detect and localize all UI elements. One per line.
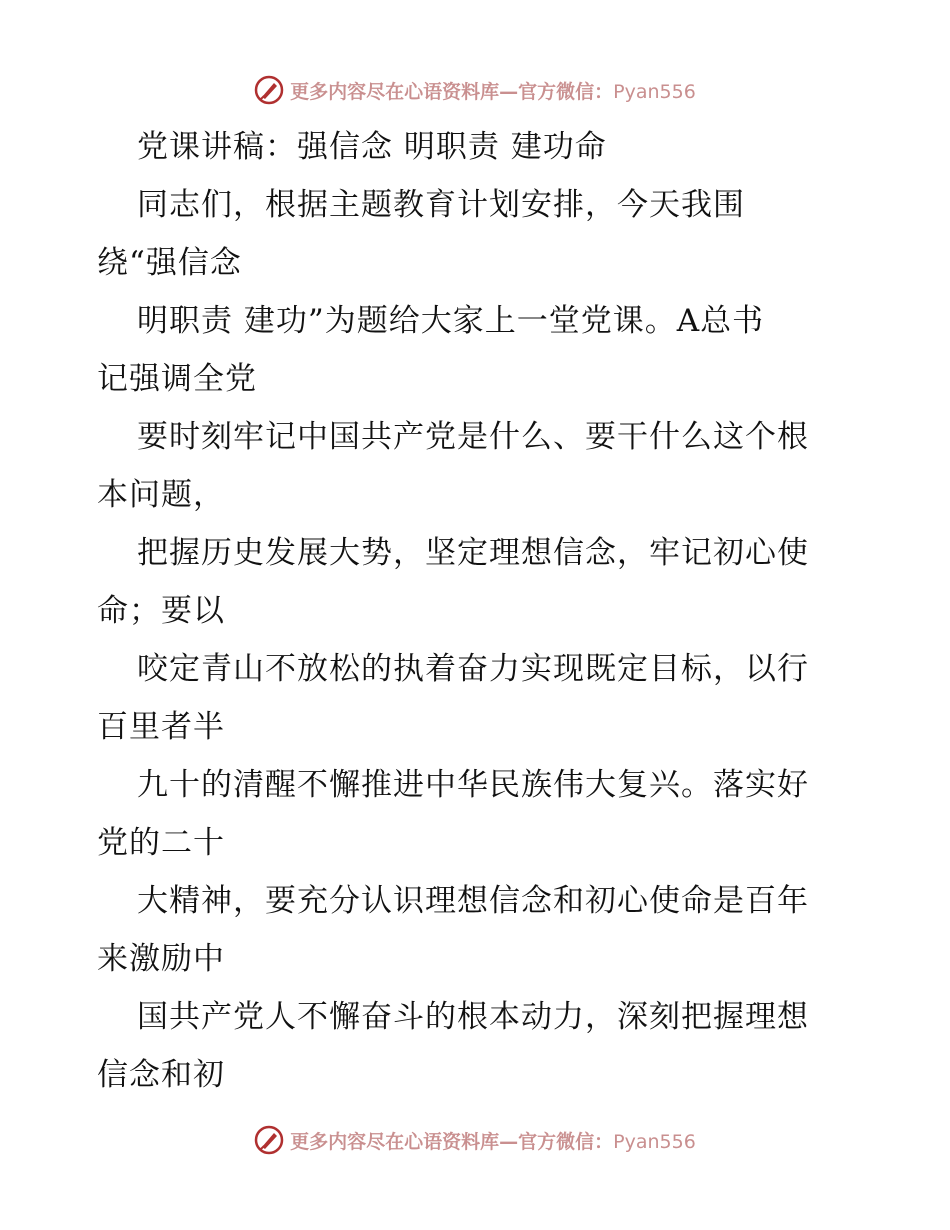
quill-logo-icon bbox=[254, 1125, 284, 1155]
document-title: 党课讲稿：强信念 明职责 建功命 bbox=[137, 129, 607, 165]
header-watermark-text: 更多内容尽在心语资料库—官方微信：Pyan556 bbox=[290, 80, 696, 103]
document-body bbox=[97, 118, 857, 1104]
paragraph-line: 大精神，要充分认识理想信念和初心使命是百年 bbox=[137, 883, 809, 919]
footer-watermark-text: 更多内容尽在心语资料库—官方微信：Pyan556 bbox=[290, 1130, 696, 1153]
paragraph-line: 命；要以 bbox=[97, 593, 225, 629]
footer-watermark-banner bbox=[0, 1120, 950, 1160]
paragraph-line: 信念和初 bbox=[97, 1057, 225, 1093]
paragraph-line: 本问题， bbox=[97, 477, 225, 513]
paragraph-line: 绕“强信念 bbox=[97, 245, 242, 281]
quill-logo-icon bbox=[254, 75, 284, 105]
header-watermark-handle: Pyan556 bbox=[613, 80, 696, 103]
paragraph-line: 百里者半 bbox=[97, 709, 225, 745]
paragraph-line: 九十的清醒不懈推进中华民族伟大复兴。落实好 bbox=[137, 767, 809, 803]
header-watermark-banner bbox=[0, 70, 950, 110]
paragraph-line: 同志们，根据主题教育计划安排，今天我围 bbox=[137, 187, 745, 223]
paragraph-line: 明职责 建功”为题给大家上一堂党课。A总书 bbox=[137, 303, 765, 339]
paragraph-line: 国共产党人不懈奋斗的根本动力，深刻把握理想 bbox=[137, 999, 809, 1035]
paragraph-line: 来激励中 bbox=[97, 941, 225, 977]
footer-watermark-handle: Pyan556 bbox=[613, 1130, 696, 1153]
paragraph-line: 记强调全党 bbox=[97, 361, 257, 397]
paragraph-line: 要时刻牢记中国共产党是什么、要干什么这个根 bbox=[137, 419, 809, 455]
paragraph-line: 咬定青山不放松的执着奋力实现既定目标，以行 bbox=[137, 651, 809, 687]
paragraph-line: 把握历史发展大势，坚定理想信念，牢记初心使 bbox=[137, 535, 809, 571]
paragraph-line: 党的二十 bbox=[97, 825, 225, 861]
